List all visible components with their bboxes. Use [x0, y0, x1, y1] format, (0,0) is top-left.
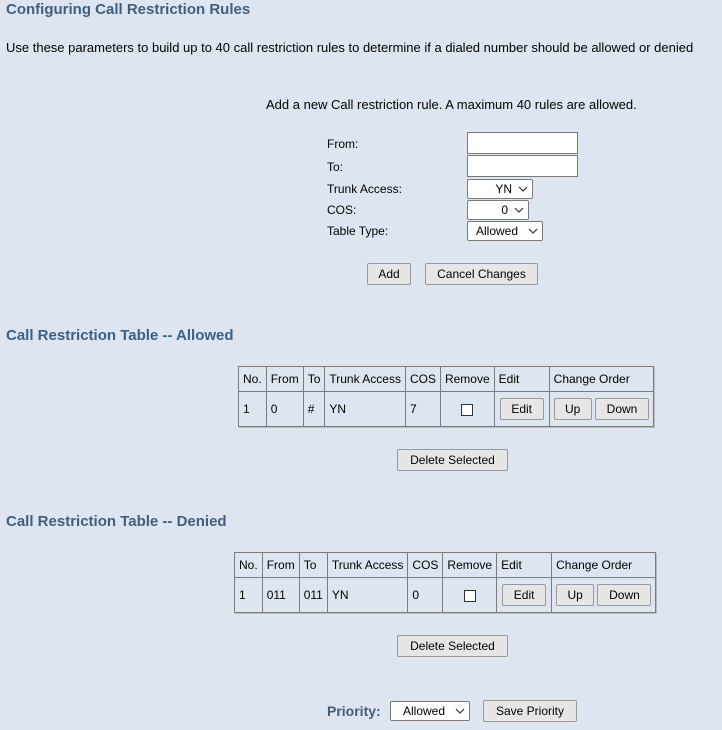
page-description: Use these parameters to build up to 40 call restriction rules to determine if a dialed number should be allowed or denied [6, 40, 694, 55]
remove-checkbox[interactable] [464, 590, 476, 602]
edit-button[interactable]: Edit [502, 584, 546, 606]
cos-value: 0 [501, 203, 508, 217]
to-label: To: [327, 160, 344, 174]
chevron-down-icon [518, 184, 528, 194]
cancel-changes-button[interactable]: Cancel Changes [425, 263, 538, 285]
add-rule-intro: Add a new Call restriction rule. A maximum 40 rules are allowed. [266, 97, 637, 112]
col-remove: Remove [443, 553, 497, 578]
from-input[interactable] [467, 132, 578, 154]
row-trunk-access: YN [325, 392, 406, 427]
move-up-button[interactable]: Up [556, 584, 594, 606]
row-cos: 7 [405, 392, 440, 427]
row-no: 1 [235, 578, 263, 613]
trunk-access-label: Trunk Access: [327, 182, 402, 196]
table-row [239, 392, 654, 427]
table-type-label: Table Type: [327, 224, 389, 238]
row-cos: 0 [408, 578, 443, 613]
col-change-order: Change Order [549, 367, 653, 392]
trunk-access-select[interactable] [467, 179, 533, 199]
trunk-access-value: YN [495, 182, 512, 196]
cos-select[interactable] [467, 200, 529, 220]
from-label: From: [327, 137, 359, 151]
row-trunk-access: YN [327, 578, 408, 613]
row-no: 1 [239, 392, 267, 427]
row-to: # [303, 392, 325, 427]
table-type-select[interactable] [467, 221, 543, 241]
row-edit [497, 578, 552, 613]
page-title: Configuring Call Restriction Rules [6, 1, 251, 18]
allowed-table-title: Call Restriction Table -- Allowed [6, 327, 234, 344]
col-trunk-access: Trunk Access [327, 553, 408, 578]
row-edit [494, 392, 549, 427]
add-button[interactable]: Add [367, 263, 411, 285]
save-priority-button[interactable]: Save Priority [483, 700, 577, 722]
move-down-button[interactable]: Down [597, 584, 651, 606]
col-trunk-access: Trunk Access [325, 367, 406, 392]
col-from: From [266, 367, 303, 392]
chevron-down-icon [514, 205, 524, 215]
row-change-order [549, 392, 653, 427]
chevron-down-icon [528, 226, 538, 236]
table-type-value: Allowed [476, 224, 519, 238]
remove-checkbox[interactable] [461, 404, 473, 416]
priority-select[interactable] [390, 701, 470, 721]
table-header-row [235, 553, 656, 578]
cos-label: COS: [327, 203, 357, 217]
row-from: 0 [266, 392, 303, 427]
priority-value: Allowed [403, 704, 446, 718]
col-edit: Edit [494, 367, 549, 392]
col-to: To [303, 367, 325, 392]
row-from: 011 [262, 578, 299, 613]
row-remove [440, 392, 494, 427]
delete-selected-allowed-button[interactable]: Delete Selected [397, 449, 508, 471]
denied-table-title: Call Restriction Table -- Denied [6, 513, 227, 530]
col-cos: COS [408, 553, 443, 578]
col-change-order: Change Order [552, 553, 656, 578]
col-from: From [262, 553, 299, 578]
col-no: No. [239, 367, 267, 392]
col-to: To [299, 553, 327, 578]
denied-table [234, 552, 656, 613]
table-header-row [239, 367, 654, 392]
edit-button[interactable]: Edit [500, 398, 544, 420]
col-no: No. [235, 553, 263, 578]
row-remove [443, 578, 497, 613]
to-input[interactable] [467, 155, 578, 177]
allowed-table [238, 366, 654, 427]
delete-selected-denied-button[interactable]: Delete Selected [397, 635, 508, 657]
row-change-order [552, 578, 656, 613]
table-row [235, 578, 656, 613]
col-cos: COS [405, 367, 440, 392]
move-down-button[interactable]: Down [595, 398, 649, 420]
col-edit: Edit [497, 553, 552, 578]
move-up-button[interactable]: Up [554, 398, 592, 420]
chevron-down-icon [455, 706, 465, 716]
row-to: 011 [299, 578, 327, 613]
col-remove: Remove [440, 367, 494, 392]
priority-label: Priority: [327, 703, 381, 719]
